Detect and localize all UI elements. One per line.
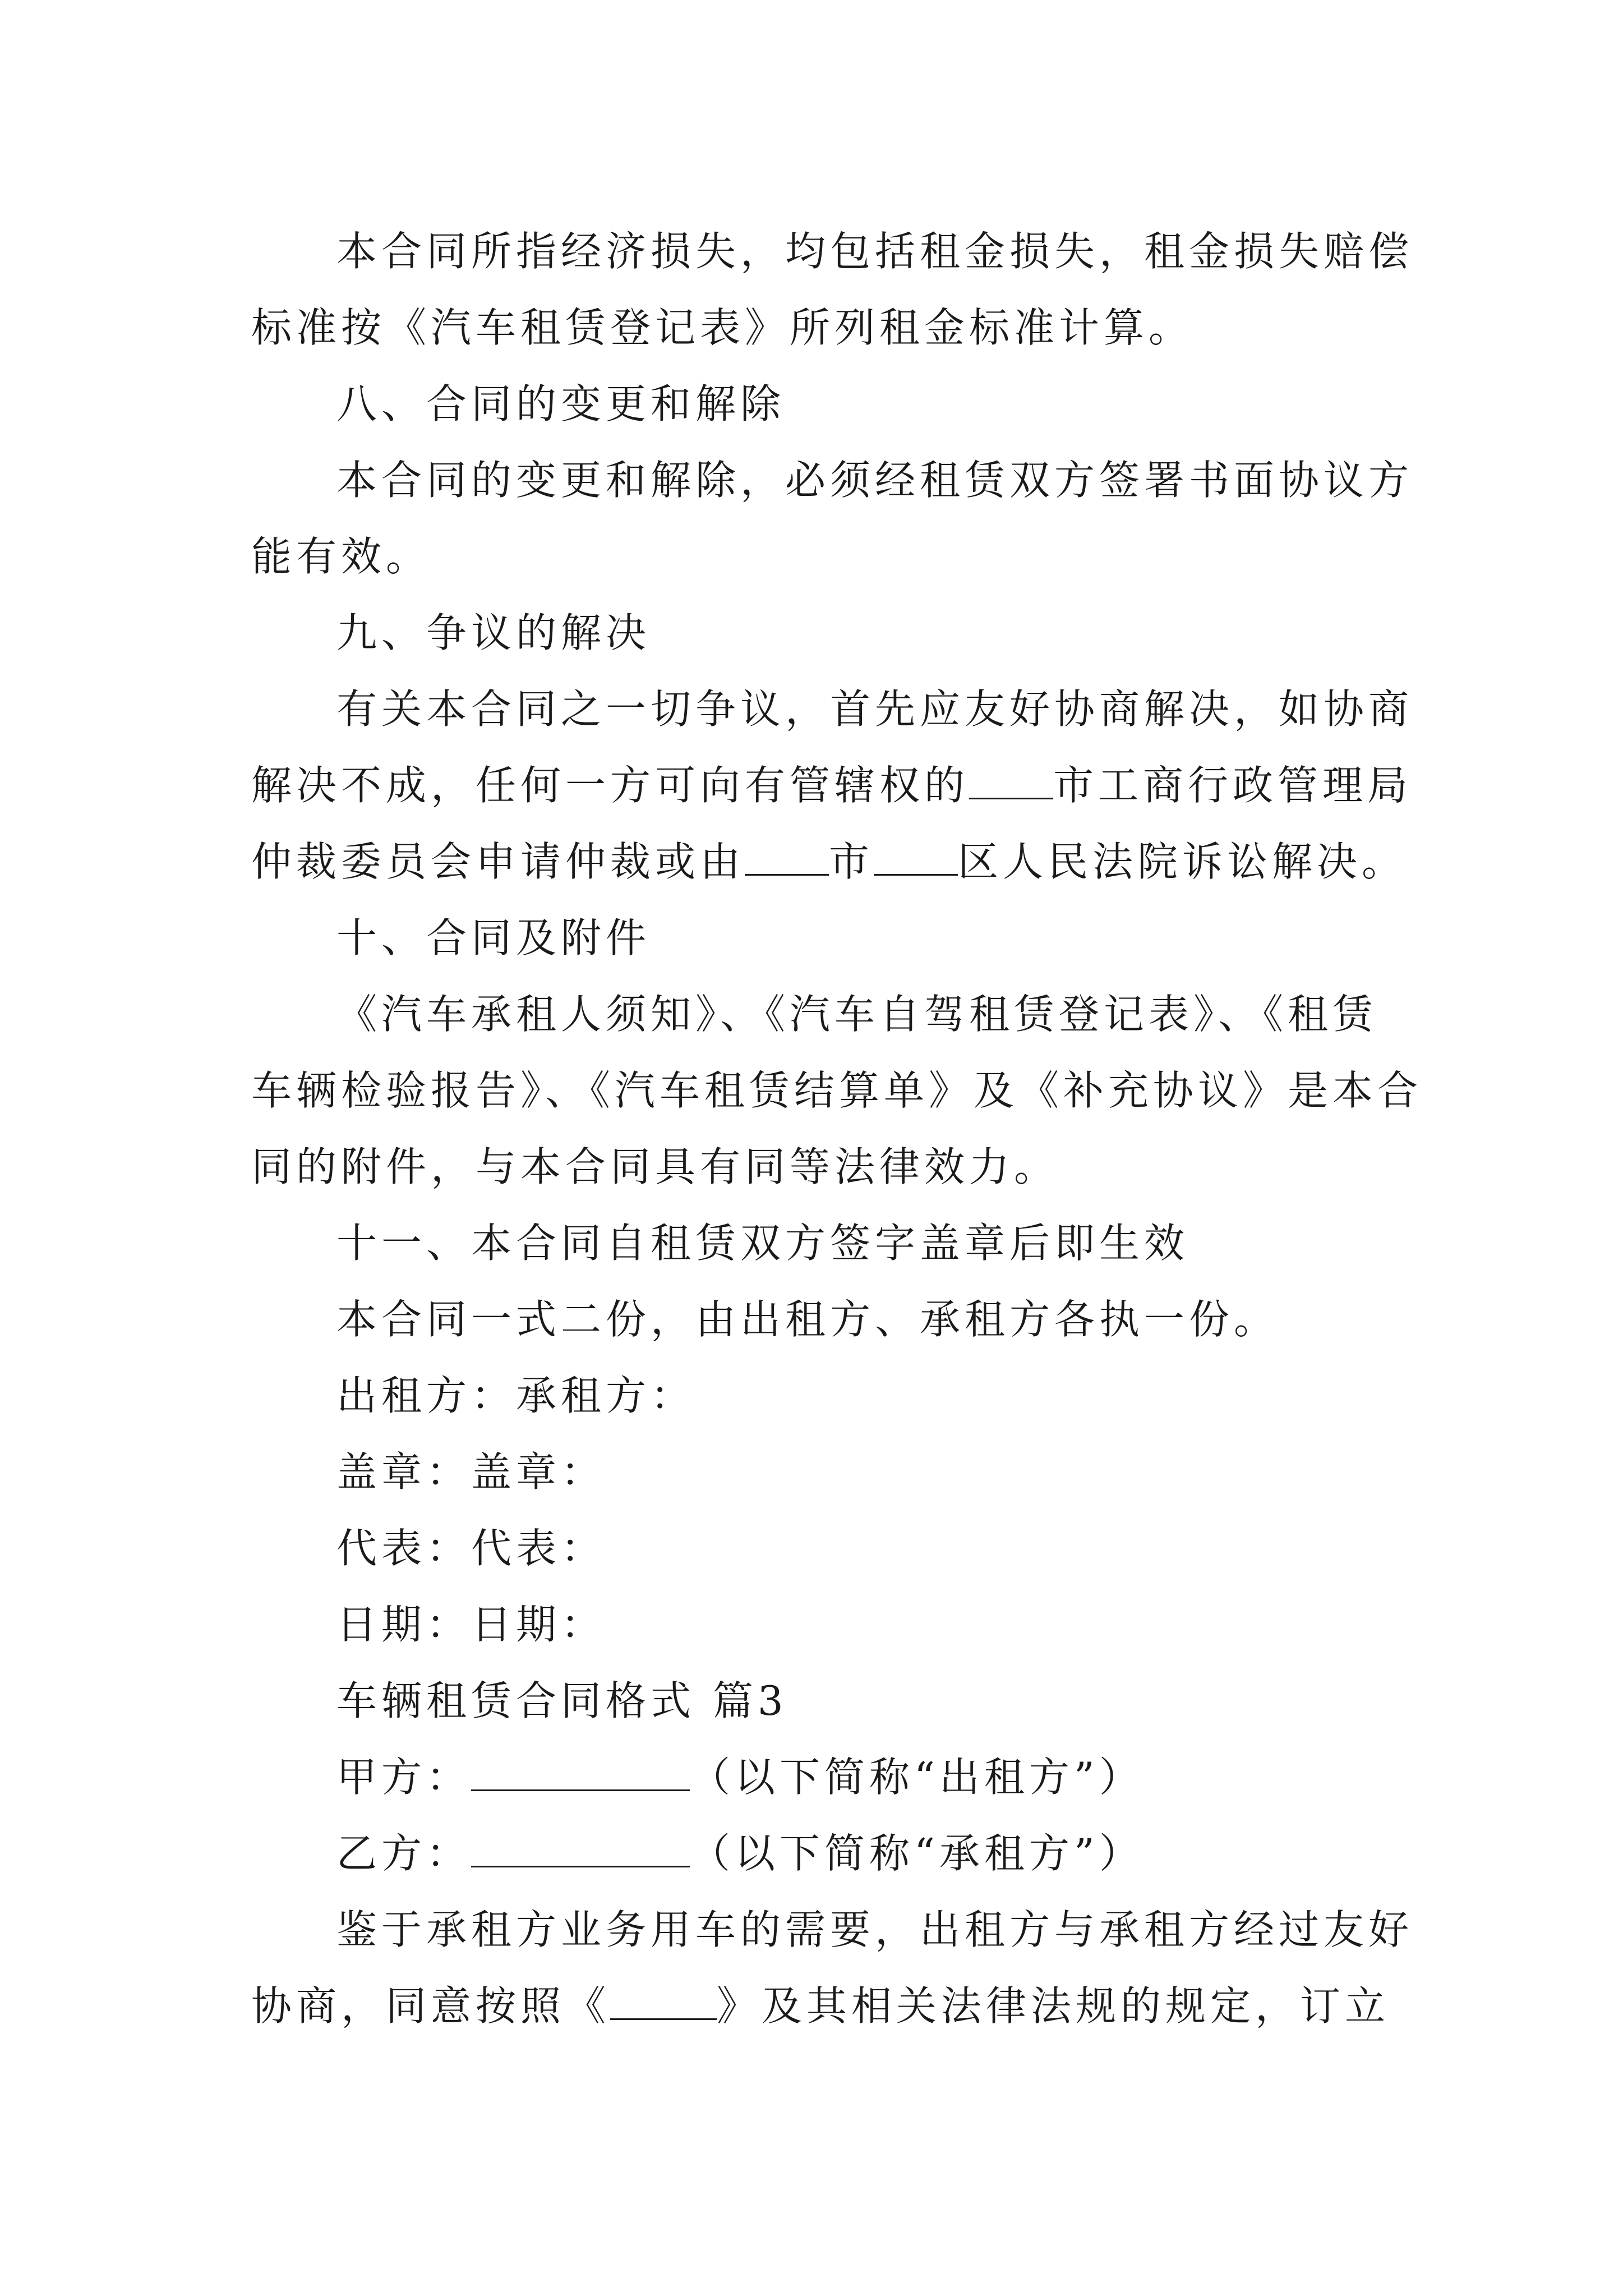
blank-field (874, 840, 958, 876)
heading-section-11: 十一、本合同自租赁双方签字盖章后即生效 (336, 1220, 1189, 1267)
text-line: 《汽车承租人须知》、《汽车自驾租赁登记表》、《租赁 (336, 991, 1378, 1038)
text-segment: 区人民法院诉讼解决。 (958, 838, 1407, 885)
blank-field (471, 1756, 690, 1791)
text-segment: 市 (829, 838, 874, 885)
text-line: 标准按《汽车租赁登记表》所列租金标准计算。 (251, 304, 1194, 351)
party-a-line (251, 1739, 1429, 1815)
party-a-label: 甲方： (336, 1754, 472, 1801)
text-line: 鉴于承租方业务用车的需要，出租方与承租方经过友好 (336, 1906, 1414, 1953)
text-line (166, 823, 1429, 900)
signature-parties: 出租方：承租方： (336, 1372, 696, 1419)
text-line: 能有效。 (251, 533, 431, 580)
text-line: 有关本合同之一切争议，首先应友好协商解决，如协商 (336, 685, 1414, 733)
paragraph-dispute (251, 671, 1429, 900)
signature-representative: 代表：代表： (336, 1525, 606, 1572)
party-b-label: 乙方： (336, 1830, 472, 1877)
text-line (166, 1968, 1429, 2044)
party-b-line (251, 1815, 1429, 1892)
blank-field (969, 764, 1053, 799)
heading-section-9: 九、争议的解决 (336, 609, 651, 656)
party-a-note: （以下简称“出租方”） (690, 1754, 1144, 1801)
blank-field (745, 840, 829, 876)
paragraph-preamble (251, 1892, 1429, 2044)
text-segment: 仲裁委员会申请仲裁或由 (251, 838, 745, 885)
text-segment: 市工商行政管理局 (1053, 762, 1413, 809)
party-b-note: （以下简称“承租方”） (690, 1830, 1144, 1877)
text-line: 本合同的变更和解除，必须经租赁双方签署书面协议方 (336, 457, 1414, 504)
paragraph-copies: 本合同一式二份，由出租方、承租方各执一份。 (336, 1296, 1279, 1343)
paragraph-attachments (251, 976, 1429, 1205)
text-line: 同的附件，与本合同具有同等法律效力。 (251, 1143, 1059, 1190)
text-segment: 解决不成，任何一方可向有管辖权的 (251, 762, 970, 809)
paragraph-change-termination (251, 442, 1429, 595)
signature-date: 日期：日期： (336, 1601, 606, 1648)
paragraph-economic-loss (251, 213, 1429, 366)
text-segment: 协商，同意按照《 (251, 1982, 611, 2030)
heading-section-8: 八、合同的变更和解除 (336, 380, 786, 427)
heading-section-10: 十、合同及附件 (336, 914, 651, 961)
signature-seal: 盖章：盖章： (336, 1448, 606, 1496)
text-line: 车辆检验报告》、《汽车租赁结算单》及《补充协议》是本合 (251, 1067, 1423, 1114)
text-line: 本合同所指经济损失，均包括租金损失，租金损失赔偿 (336, 228, 1414, 275)
blank-field (471, 1832, 690, 1867)
document-body (251, 213, 1429, 2044)
section-title: 车辆租赁合同格式 篇3 (336, 1677, 788, 1724)
text-segment: 》及其相关法律法规的规定，订立 (717, 1982, 1390, 2030)
text-line (166, 747, 1429, 823)
blank-field (610, 1985, 717, 2020)
